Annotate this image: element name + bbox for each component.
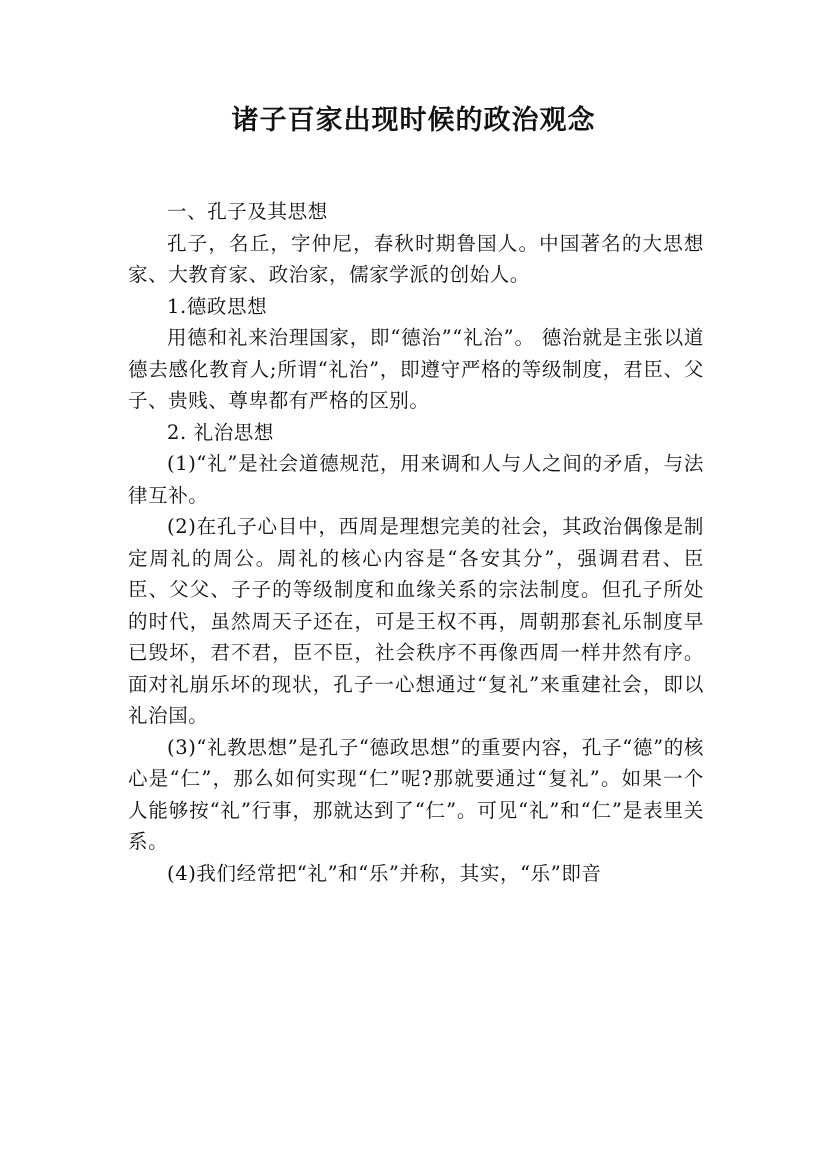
paragraph-confucius-intro: 孔子，名丘，字仲尼，春秋时期鲁国人。中国著名的大思想家、大教育家、政治家，儒家学派的创始人。 [128, 231, 704, 286]
paragraph-point-2: (2)在孔子心目中，西周是理想完美的社会，其政治偶像是制定周礼的周公。周礼的核心内容是“各安其分”，强调君君、臣臣、父父、子子的等级制度和血缘关系的宗法制度。但孔子所处的时代，虽然周天子还在，可是王权不再，周朝那套礼乐制度早已毁坏，君不君，臣不臣，社会秩序不再像西周一样井然有序。面对礼崩乐坏的现状，孔子一心想通过“复礼”来重建社会，即以礼治国。 [128, 515, 704, 727]
section-heading-confucius: 一、孔子及其思想 [167, 200, 328, 223]
subheading-ritual-governance: 2. 礼治思想 [167, 420, 275, 444]
paragraph-point-4: (4)我们经常把“礼”和“乐”并称，其实，“乐”即音 [167, 861, 602, 885]
document-body [128, 196, 704, 889]
paragraph-virtue-governance: 用德和礼来治理国家，即“德治”“礼治”。 德治就是主张以道德去感化教育人;所谓“礼治”，即遵守严格的等级制度，君臣、父子、贵贱、尊卑都有严格的区别。 [128, 326, 704, 412]
paragraph-point-3: (3)“礼教思想”是孔子“德政思想”的重要内容，孔子“德”的核心是“仁”，那么如何实现“仁”呢?那就要通过“复礼”。如果一个人能够按“礼”行事，那就达到了“仁”。可见“礼”和“仁”是表里关系。 [128, 735, 704, 853]
paragraph-point-1: (1)“礼”是社会道德规范，用来调和人与人之间的矛盾，与法律互补。 [128, 452, 704, 507]
subheading-virtue-governance: 1.德政思想 [167, 294, 268, 318]
document-title: 诸子百家出现时候的政治观念 [231, 105, 596, 136]
